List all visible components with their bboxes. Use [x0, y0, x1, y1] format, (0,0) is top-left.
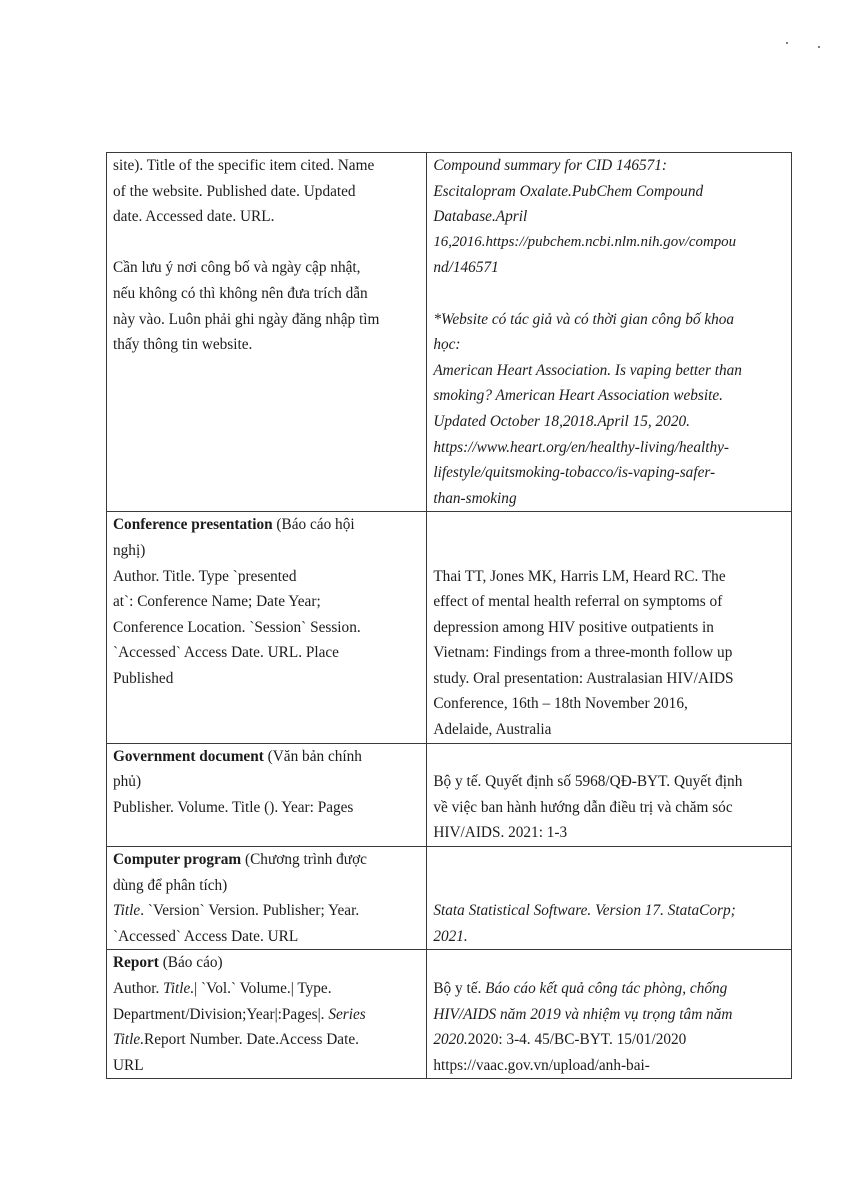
example-cell — [427, 950, 792, 1079]
format-text-italic: Title. — [113, 1031, 145, 1049]
format-text: . `Version` Version. Publisher; Year. — [140, 902, 360, 920]
format-cell — [107, 847, 427, 950]
format-text: Report Number. Date.Access Date. — [144, 1031, 359, 1049]
citation-format-table — [106, 152, 792, 1079]
example-text: effect of mental health referral on symptoms of — [433, 593, 723, 611]
example-cell — [427, 512, 792, 743]
example-text: Bộ y tế. — [433, 980, 486, 997]
example-cell — [427, 847, 792, 950]
example-text: https://www.heart.org/en/healthy-living/healthy- — [433, 438, 730, 456]
format-text: Department/Division;Year|:Pages|. — [113, 1005, 329, 1023]
format-cell — [107, 153, 427, 512]
example-text: 2021. — [433, 927, 468, 945]
example-text: smoking? American Heart Association website. — [433, 387, 723, 405]
example-text: Conference, 16th – 18th November 2016, — [433, 695, 688, 713]
example-text-italic: 2020. — [433, 1031, 468, 1049]
example-text: Compound summary for CID 146571: — [433, 157, 668, 174]
reference-type-title: Government document — [113, 747, 264, 765]
example-text: về việc ban hành hướng dẫn điều trị và chăm sóc — [433, 798, 733, 816]
example-text-italic: Báo cáo kết quả công tác phòng, chống — [485, 980, 728, 997]
example-text: Bộ y tế. Quyết định số 5968/QĐ-BYT. Quyết định — [433, 773, 743, 791]
reference-type-title: Report — [113, 954, 159, 972]
example-cell — [427, 743, 792, 846]
example-text: depression among HIV positive outpatients in — [433, 618, 714, 636]
example-text: nd/146571 — [433, 259, 499, 277]
table-row — [107, 847, 792, 950]
format-text: at`: Conference Name; Date Year; — [113, 593, 321, 611]
reference-type-title: Computer program — [113, 851, 242, 869]
reference-type-note: dùng để phân tích) — [113, 876, 228, 894]
example-cell — [427, 153, 792, 512]
example-text: study. Oral presentation: Australasian HIV/AIDS — [433, 669, 734, 687]
reference-type-note: (Chương trình được — [241, 851, 367, 869]
example-text: học: — [433, 336, 461, 354]
format-text: date. Accessed date. URL. — [113, 208, 275, 226]
format-text-italic: Title — [113, 902, 141, 920]
example-text: 16,2016.https://pubchem.ncbi.nlm.nih.gov/compou — [433, 233, 737, 250]
format-text: Conference Location. `Session` Session. — [113, 618, 361, 636]
format-text: URL — [113, 1056, 144, 1074]
reference-type-note: phủ) — [113, 773, 142, 791]
table-row — [107, 153, 792, 512]
format-text: Author. Title. Type `presented — [113, 567, 297, 585]
example-text: lifestyle/quitsmoking-tobacco/is-vaping-safer- — [433, 464, 716, 482]
example-text: Database.April — [433, 208, 528, 226]
note-text: thấy thông tin website. — [113, 336, 253, 354]
example-text-italic: HIV/AIDS năm 2019 và nhiệm vụ trọng tâm năm — [433, 1005, 733, 1023]
reference-type-note: nghị) — [113, 541, 146, 559]
note-text: Cần lưu ý nơi công bố và ngày cập nhật, — [113, 259, 361, 277]
reference-type-title: Conference presentation — [113, 516, 273, 534]
scan-speck — [818, 46, 820, 48]
example-text: Vietnam: Findings from a three-month follow up — [433, 644, 733, 662]
example-text: Updated October 18,2018.April 15, 2020. — [433, 412, 690, 430]
table-row — [107, 743, 792, 846]
example-text: than-smoking — [433, 489, 517, 507]
table-row — [107, 512, 792, 743]
table-row — [107, 950, 792, 1079]
format-text: `Accessed` Access Date. URL — [113, 927, 299, 945]
format-text: `Accessed` Access Date. URL. Place — [113, 644, 339, 662]
format-text-italic: Title. — [163, 980, 195, 997]
example-text: Stata Statistical Software. Version 17. StataCorp; — [433, 902, 736, 920]
reference-type-note: (Báo cáo hội — [272, 516, 355, 534]
format-text: of the website. Published date. Updated — [113, 182, 356, 200]
example-text: Escitalopram Oxalate.PubChem Compound — [433, 182, 704, 200]
format-text-italic: Series — [328, 1005, 366, 1023]
example-link: https://vaac.gov.vn/upload/anh-bai- — [433, 1056, 650, 1074]
example-text: 2020: 3-4. 45/BC-BYT. 15/01/2020 — [467, 1031, 687, 1049]
format-cell — [107, 512, 427, 743]
scan-speck — [786, 42, 788, 44]
example-text: Thai TT, Jones MK, Harris LM, Heard RC. The — [433, 567, 726, 585]
example-text: *Website có tác giả và có thời gian công bố khoa — [433, 310, 735, 328]
reference-type-note: (Báo cáo) — [158, 954, 223, 972]
format-text: Author. — [113, 980, 164, 997]
example-text: American Heart Association. Is vaping better than — [433, 361, 742, 379]
format-text: Published — [113, 669, 174, 687]
reference-type-note: (Văn bản chính — [263, 747, 362, 765]
format-text: Publisher. Volume. Title (). Year: Pages — [113, 798, 354, 816]
note-text: này vào. Luôn phải ghi ngày đăng nhập tìm — [113, 310, 380, 328]
note-text: nếu không có thì không nên đưa trích dẫn — [113, 284, 368, 302]
format-text: | `Vol.` Volume.| Type. — [194, 980, 332, 997]
format-text: site). Title of the specific item cited. Name — [113, 157, 375, 174]
format-cell — [107, 743, 427, 846]
example-text: Adelaide, Australia — [433, 721, 552, 739]
format-cell — [107, 950, 427, 1079]
example-text: HIV/AIDS. 2021: 1-3 — [433, 824, 568, 842]
